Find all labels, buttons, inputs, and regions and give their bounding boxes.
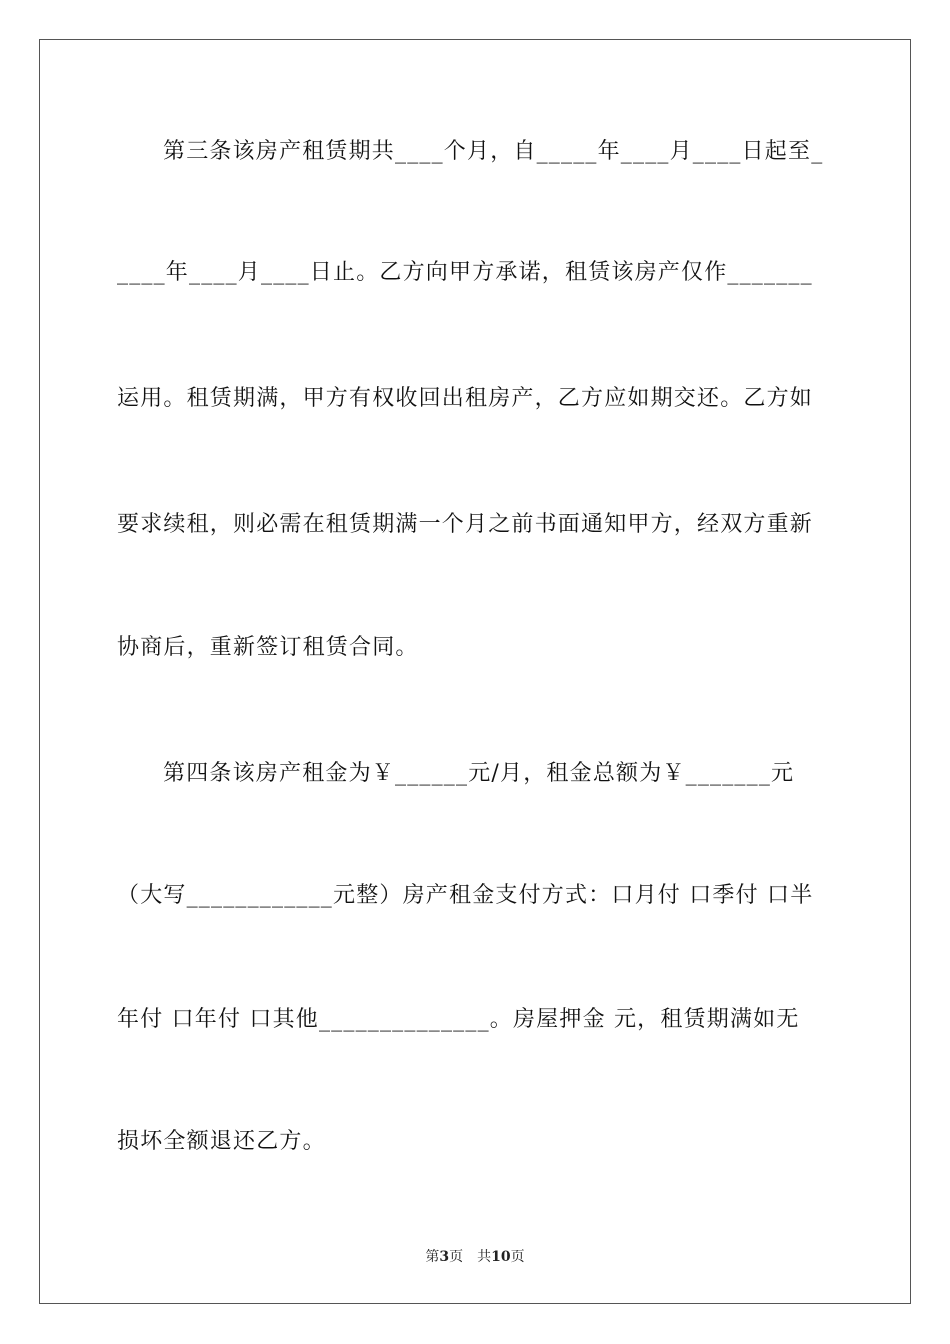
paragraph-3-line-5: 协商后，重新签订租赁合同。 [117, 635, 419, 660]
paragraph-4-line-3: 年付 口年付 口其他______________。房屋押金 元，租赁期满如无 [117, 1007, 800, 1032]
page-prefix: 第 [425, 1249, 440, 1265]
total-suffix: 页 [510, 1249, 525, 1265]
page-number-footer [0, 1247, 950, 1267]
paragraph-4-line-1: 第四条该房产租金为￥______元/月，租金总额为￥_______元 [163, 761, 795, 786]
paragraph-3-line-3: 运用。租赁期满，甲方有权收回出租房产，乙方应如期交还。乙方如 [117, 386, 814, 411]
page-suffix: 页 [449, 1249, 464, 1265]
page-total: 10 [491, 1249, 511, 1265]
page-current: 3 [439, 1249, 450, 1265]
paragraph-4-line-2: （大写____________元整）房产租金支付方式：口月付 口季付 口半 [117, 883, 814, 908]
paragraph-3-line-2: ____年____月____日止。乙方向甲方承诺，租赁该房产仅作_______ [117, 260, 813, 285]
total-prefix: 共 [477, 1249, 492, 1265]
paragraph-4-line-4: 损坏全额退还乙方。 [117, 1129, 326, 1154]
paragraph-3-line-1: 第三条该房产租赁期共____个月，自_____年____月____日起至_ [163, 139, 824, 164]
page-border [39, 39, 911, 1304]
paragraph-3-line-4: 要求续租，则必需在租赁期满一个月之前书面通知甲方，经双方重新 [117, 512, 814, 537]
